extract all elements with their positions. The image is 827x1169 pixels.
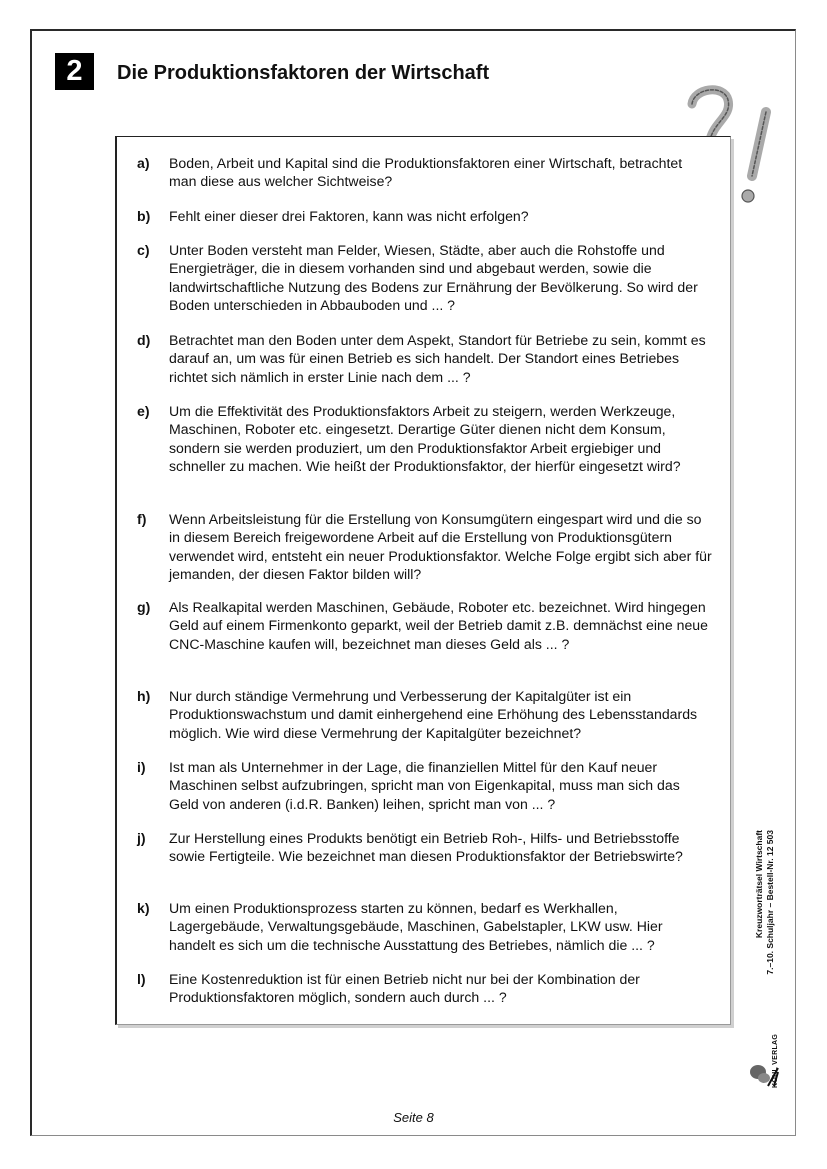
question-label: i) bbox=[137, 759, 146, 775]
task-number-badge bbox=[55, 53, 94, 90]
question-b bbox=[137, 207, 712, 225]
side-book-order: 7.–10. Schuljahr – Bestell-Nr. 12 503 bbox=[765, 830, 775, 975]
question-i bbox=[137, 758, 712, 813]
question-label: k) bbox=[137, 900, 150, 916]
side-book-info bbox=[754, 830, 784, 1010]
question-text: Fehlt einer dieser drei Faktoren, kann was nicht erfolgen? bbox=[169, 208, 529, 224]
task-number: 2 bbox=[66, 55, 83, 87]
publisher-name: KOHL VERLAG bbox=[772, 1033, 779, 1088]
question-label: c) bbox=[137, 242, 150, 258]
question-label: f) bbox=[137, 511, 147, 527]
question-d bbox=[137, 331, 712, 386]
question-text: Zur Herstellung eines Produkts benötigt ein Betrieb Roh-, Hilfs- und Betriebsstoffe sowie Fertigteile. Wie bezeichnet man diesen Produktionsfaktor der Betriebswirte? bbox=[169, 830, 683, 865]
question-label: l) bbox=[137, 971, 146, 987]
question-text: Nur durch ständige Vermehrung und Verbesserung der Kapitalgüter ist ein Produktionswachstum und damit einhergehend eine Erhöhung des Lebensstandards möglich. Wie wird diese Vermehrung der Kapitalgüter bezeichnet? bbox=[169, 688, 698, 741]
page-title: Die Produktionsfaktoren der Wirtschaft bbox=[117, 62, 490, 84]
question-text: Wenn Arbeitsleistung für die Erstellung von Konsumgütern eingespart wird und die so in diesem Bereich freigewordene Arbeit auf die Erstellung von Produktionsgütern verwendet wird, entsteht ein neuer Produktionsfaktor. Welche Folge ergibt sich aber für jemanden, der diesen Faktor bilden will? bbox=[169, 511, 712, 582]
question-text: Betrachtet man den Boden unter dem Aspekt, Standort für Betriebe zu sein, kommt es darauf an, um was für einen Betrieb es sich handelt. Der Standort eines Betriebes richtet sich nämlich in erster Linie nach dem ... ? bbox=[169, 332, 706, 385]
question-label: e) bbox=[137, 403, 150, 419]
tree-logo-icon bbox=[748, 1016, 788, 1088]
question-text: Ist man als Unternehmer in der Lage, die finanziellen Mittel für den Kauf neuer Maschinen selbst aufzubringen, spricht man von Eigenkapital, muss man sich das Geld von anderen (i.d.R. Banken) leihen, spricht man von ... ? bbox=[169, 759, 680, 812]
question-c bbox=[137, 241, 712, 314]
publisher-logo bbox=[748, 1016, 788, 1088]
question-label: g) bbox=[137, 599, 151, 615]
question-h bbox=[137, 687, 712, 742]
question-text: Unter Boden versteht man Felder, Wiesen, Städte, aber auch die Rohstoffe und Energieträger, die in diesem vorhanden sind und abgebaut werden, sowie die landwirtschaftliche Nutzung des Bodens zur Ernährung der Bevölkerung. So wird der Boden unterschieden in Abbauboden und ... ? bbox=[169, 242, 698, 313]
question-text: Eine Kostenreduktion ist für einen Betrieb nicht nur bei der Kombination der Produktionsfaktoren möglich, sondern auch durch ... ? bbox=[169, 971, 640, 1006]
questions-box bbox=[115, 136, 731, 1025]
question-label: b) bbox=[137, 208, 151, 224]
question-e bbox=[137, 402, 712, 475]
question-label: a) bbox=[137, 155, 150, 171]
question-a bbox=[137, 154, 712, 191]
question-label: j) bbox=[137, 830, 146, 846]
question-text: Als Realkapital werden Maschinen, Gebäude, Roboter etc. bezeichnet. Wird hingegen Geld auf einem Firmenkonto geparkt, weil der Betrieb damit z.B. demnächst eine neue CNC-Maschine kaufen will, bezeichnet man dieses Geld als ... ? bbox=[169, 599, 708, 652]
page-number: Seite 8 bbox=[393, 1110, 434, 1125]
question-k bbox=[137, 899, 712, 954]
question-j bbox=[137, 829, 712, 866]
question-label: d) bbox=[137, 332, 151, 348]
side-book-title: Kreuzworträtsel Wirtschaft bbox=[754, 830, 764, 939]
question-text: Um die Effektivität des Produktionsfaktors Arbeit zu steigern, werden Werkzeuge, Maschinen, Roboter etc. eingesetzt. Derartige Güter dienen nicht dem Konsum, sondern sie werden produziert, um den Produktionsfaktor Arbeit ergiebiger und schneller zu machen. Wie heißt der Produktionsfaktor, der hierfür eingesetzt wird? bbox=[169, 403, 681, 474]
question-g bbox=[137, 598, 712, 653]
question-text: Boden, Arbeit und Kapital sind die Produktionsfaktoren einer Wirtschaft, betrachtet man diese aus welcher Sichtweise? bbox=[169, 155, 683, 190]
question-label: h) bbox=[137, 688, 151, 704]
question-f bbox=[137, 510, 712, 583]
question-text: Um einen Produktionsprozess starten zu können, bedarf es Werkhallen, Lagergebäude, Verwaltungsgebäude, Maschinen, Gabelstapler, LKW usw. Hier handelt es sich um die technische Ausstattung des Betriebes, nämlich die ... ? bbox=[169, 900, 663, 953]
question-l bbox=[137, 970, 712, 1007]
